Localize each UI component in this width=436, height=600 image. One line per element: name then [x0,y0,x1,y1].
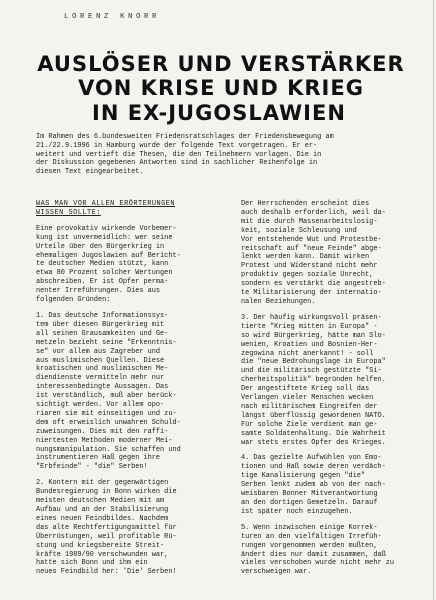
author-name: LORENZ KNORR [64,13,161,21]
left-paragraph-3: 2. Kontern mit der gegenwärtigen Bundesregierung in Bonn wirken die meisten deutschen Medien mit am Aufbau und an der Stabilisierung eines neuen Feindbildes. Nachdem das alte Rechtfertigungsmittel für Überrüstungen, weil profitable Rü- stung und kriegsbereite Streit- kräfte 1989/90 verschwunden war, hatte sich Bonn und ihm ein neues Feindbild her: 'Die' Serben! [36,479,177,577]
title-line-3: IN EX-JUGOSLAWIEN [92,101,346,125]
right-column [241,200,425,584]
intro-paragraph: Im Rahmen des 6.bundesweiten Friedensratschlages der Friedensbewegung am 21./22.9.1996 in Hamburg wurde der folgende Text vorgetragen. Er er- weitert und vertieft die Thesen, die den Teilnehmern vorlagen. Die in der Diskussion gegebenen Antworten sind in sachlicher Reihenfolge in diesen Text eingearbeitet. [36,133,334,177]
title-line-2: VON KRISE UND KRIEG [78,76,364,100]
left-column [36,200,229,584]
section-heading: WAS MAN VOR ALLEN ERÖRTERUNGEN WISSEN SOLLTE: [36,200,176,217]
left-paragraph-2: 1. Das deutsche Informationssys- tem über diesen Bürgerkrieg mit all seinen Grausamkeiten und Ge- metzeln bezieht seine "Erkenntnis- se" vor allem aus Zagreber und aus muslimischen Quellen. Diese kroatischen und muslimischen Me- diendienste vermitteln mehr nur interessenbedingte Aussagen. Das ist verständlich, muß aber berück- sichtigt werden. Vor allem opo- riaren sie mit einseitigen und zu- dem oft erweislich unwahren Schuld- zuweisungen. Dies mit den raffi- niertesten Methoden moderner Mei- nungsmanipulation. Sie schaffen und instrumentieren Haß gegen ihre "Erbfeinde" - "die" Serben! [36,311,181,472]
right-paragraph-1: Der Herrschenden erscheint dies auch deshalb erforderlich, weil da- mit die durch Massenarbeitslosig- keit, soziale Schleusung und Vor entstehende Wut und Protestbe- reitschaft auf "neue Feinde" abge- lenkt werden kann. Damit wirken Protest und Widerstand nicht mehr produktiv gegen soziale Unrecht, sondern es verstärkt die angestreb- te Militarisierung der internatio- nalen Beziehungen. [241,200,386,306]
right-paragraph-2: 3. Der häufig wirkungsvoll präsen- tierte "Krieg mitten in Europa" - so wird Bürgerkrieg, hätte man Slo- wenien, Kroatien und Bosnien-Her- zegowina nicht anerkannt! - soll die "neue Bedrohungslage in Europa" und die militärisch gestützte "Si- cherheitspolitik" begründen helfen. Der angestiftete Krieg soll das Verlangen vieler Menschen wecken nach militärischem Eingreifen der längst überflüssig gewordenen NATO. Für solche Ziele verdient man ge- samte Soldatenhaltung. Die Wahrheit war stets erstes Opfer des Krieges. [241,313,386,447]
right-paragraph-3: 4. Das gezielte Aufwühlen von Emo- tionen und Haß sowie deren verdäch- tige Kanalisierung gegen "die" Serben lenkt zudem ab von der nach- weisbaren Bonner Mitverantwortung an den dortigen Gemetzeln. Darauf ist später noch einzugehen. [241,454,386,516]
right-paragraph-4: 5. Wenn inzwischen einige Korrek- turen an den vielfältigen Irrefüh- rungen vorgenommen werden mußten, ändert dies nur damit zusammen, daß vieles verschoben wurde nicht mehr zu verschweigen war. [241,523,394,577]
left-paragraph-1: Eine provokativ wirkende Vorbemer- kung ist unvermeidlich: wer seine Urteile über den Bürgerkrieg in ehemaligen Jugoslawien auf Bericht- te deutscher Medien stützt, kann etwa 80 Prozent solcher Wertungen abschreiben. Er ist Opfer perma- nenter Irreführungen. Dies aus folgenden Gründen: [36,224,181,305]
title-line-1: AUSLÖSER UND VERSTÄRKER [37,52,405,76]
page-edge-line [433,0,434,600]
